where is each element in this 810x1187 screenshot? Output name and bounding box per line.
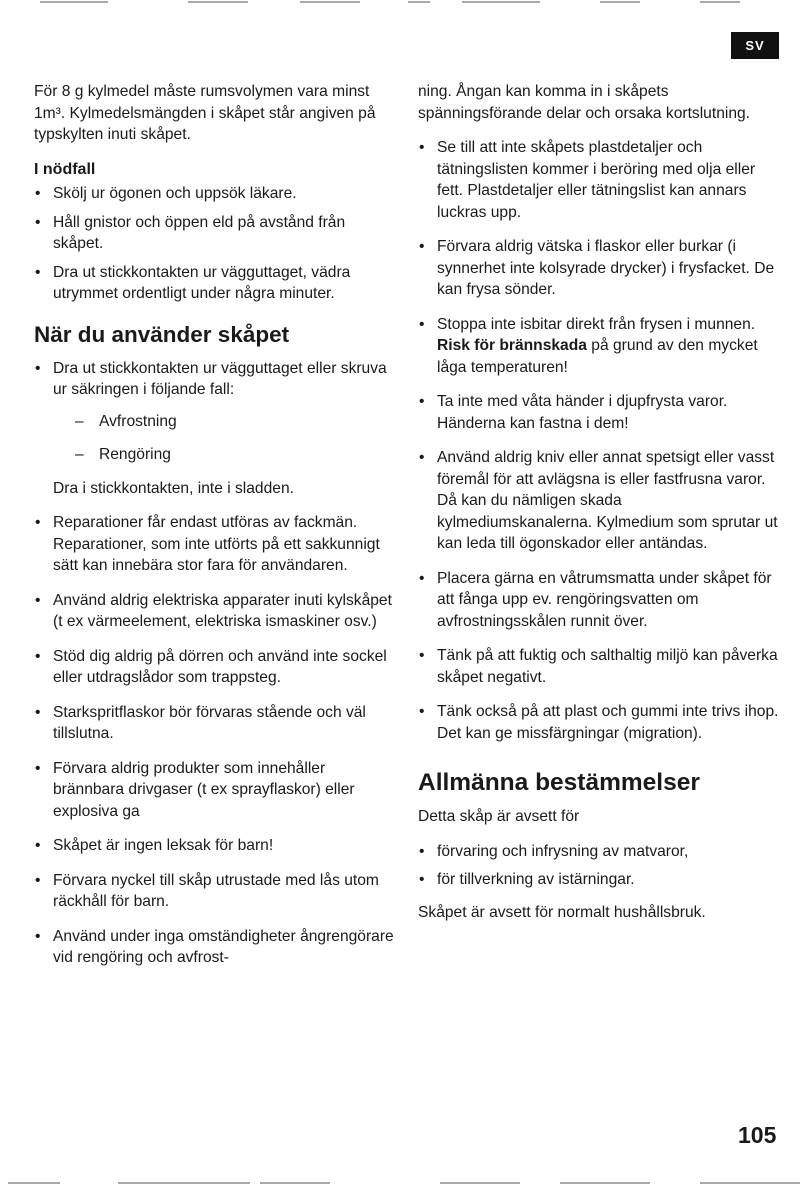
unplug-cases xyxy=(53,411,396,466)
list-item: • Skölj ur ögonen och uppsök läkare. xyxy=(34,183,396,205)
list-item xyxy=(34,358,396,500)
left-column xyxy=(34,81,396,982)
general-intro: Detta skåp är avsett för xyxy=(418,808,580,825)
ice-warning-post: på grund av den mycket låga temperaturen! xyxy=(437,337,758,376)
list-item: • Håll gnistor och öppen eld på avstånd från skåpet. xyxy=(34,212,396,255)
list-item: • för tillverkning av istärningar. xyxy=(418,869,780,891)
list-item: • Dra ut stickkontakten ur vägguttaget, vädra utrymmet ordentligt under några minuter. xyxy=(34,262,396,305)
list-item: • Reparationer får endast utföras av fackmän. Reparationer, som inte utförts på ett sakkunnigt sätt kan innebära stor fara för användaren. xyxy=(34,512,396,577)
top-dashed-rule xyxy=(0,0,810,6)
section-heading-usage: När du använder skåpet xyxy=(34,321,290,347)
list-item: • Se till att inte skåpets plastdetaljer och tätningslisten kommer i beröring med olja eller fett. Plastdetaljer eller tätningslist kan annars luckras upp. xyxy=(418,137,780,223)
refrigerant-intro: För 8 g kylmedel måste rumsvolymen vara minst 1m³. Kylmedelsmängden i skåpet står angiven på typskylten inuti skåpet. xyxy=(34,83,376,143)
list-item: • Ta inte med våta händer i djupfrysta varor. Händerna kan fastna i dem! xyxy=(418,391,780,434)
page-number: 105 xyxy=(738,1122,777,1148)
list-item xyxy=(418,314,780,379)
dash-item: – Rengöring xyxy=(75,444,396,466)
general-outro: Skåpet är avsett för normalt hushållsbruk. xyxy=(418,903,706,921)
dash-item: – Avfrostning xyxy=(75,411,396,433)
bottom-dashed-rule xyxy=(0,1180,810,1186)
list-item: • Använd under inga omständigheter ångrengörare vid rengöring och avfrost- xyxy=(34,926,396,969)
continued-text: ning. Ångan kan komma in i skåpets spänningsförande delar och orsaka kortslutning. xyxy=(418,83,751,122)
unplug-instruction: Dra ut stickkontakten ur vägguttaget eller skruva ur säkringen i följande fall: xyxy=(53,359,387,398)
usage-list xyxy=(34,358,396,969)
list-item: • Skåpet är ingen leksak för barn! xyxy=(34,835,396,857)
list-item: • förvaring och infrysning av matvaror, xyxy=(418,841,780,863)
list-item: • Förvara nyckel till skåp utrustade med lås utom räckhåll för barn. xyxy=(34,870,396,913)
emergency-heading: I nödfall xyxy=(34,160,96,178)
plug-note: Dra i stickkontakten, inte i sladden. xyxy=(53,479,294,497)
list-item: • Starkspritflaskor bör förvaras stående och väl tillslutna. xyxy=(34,702,396,745)
list-item: • Tänk också på att plast och gummi inte trivs ihop. Det kan ge missfärgningar (migration). xyxy=(418,701,780,744)
list-item: • Använd aldrig kniv eller annat spetsigt eller vasst föremål för att avlägsna is eller fastfrusna varor. Då kan du nämligen skada kylmediumskanalerna. Kylmedium som sprutar ut kan leda till ögonskador eller antändas. xyxy=(418,447,780,555)
general-list xyxy=(418,841,780,891)
safety-list xyxy=(418,137,780,744)
language-badge: SV xyxy=(731,32,779,59)
list-item: • Använd aldrig elektriska apparater inuti kylskåpet (t ex värmeelement, elektriska ismaskiner osv.) xyxy=(34,590,396,633)
emergency-list xyxy=(34,183,396,305)
list-item: • Förvara aldrig vätska i flaskor eller burkar (i synnerhet inte kolsyrade drycker) i frysfacket. De kan frysa sönder. xyxy=(418,236,780,301)
list-item: • Förvara aldrig produkter som innehåller brännbara drivgaser (t ex sprayflaskor) eller explosiva ga xyxy=(34,758,396,823)
burn-risk-warning: Risk för brännskada xyxy=(437,337,587,354)
list-item: • Tänk på att fuktig och salthaltig miljö kan påverka skåpet negativt. xyxy=(418,645,780,688)
right-column xyxy=(418,81,780,936)
ice-warning-pre: Stoppa inte isbitar direkt från frysen i munnen. xyxy=(437,315,756,333)
list-item: • Placera gärna en våtrumsmatta under skåpet för att fånga upp ev. rengöringsvatten om avfrostningsskålen runnit över. xyxy=(418,568,780,633)
list-item: • Stöd dig aldrig på dörren och använd inte sockel eller utdragslådor som trappsteg. xyxy=(34,646,396,689)
section-heading-general: Allmänna bestämmelser xyxy=(418,769,700,796)
